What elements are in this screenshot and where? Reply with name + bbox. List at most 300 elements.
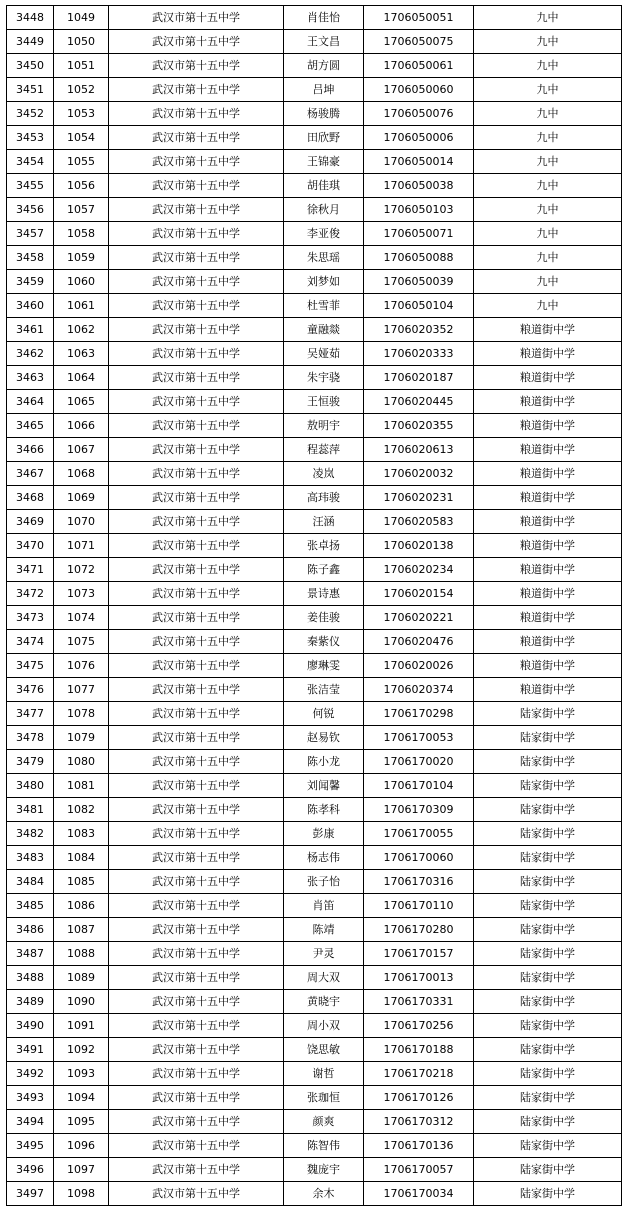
table-row [7, 966, 622, 990]
row-exam-id: 1706170020 [364, 750, 474, 774]
row-school: 武汉市第十五中学 [109, 774, 284, 798]
row-code: 1094 [54, 1086, 109, 1110]
table-row [7, 1158, 622, 1182]
row-school: 武汉市第十五中学 [109, 1062, 284, 1086]
row-student-name: 陈孝科 [284, 798, 364, 822]
table-row [7, 366, 622, 390]
row-exam-id: 1706050061 [364, 54, 474, 78]
table-row [7, 990, 622, 1014]
row-assigned-school: 粮道街中学 [474, 438, 622, 462]
row-assigned-school: 粮道街中学 [474, 654, 622, 678]
row-exam-id: 1706170218 [364, 1062, 474, 1086]
row-exam-id: 1706020221 [364, 606, 474, 630]
row-code: 1049 [54, 6, 109, 30]
row-code: 1087 [54, 918, 109, 942]
row-code: 1067 [54, 438, 109, 462]
row-student-name: 凌岚 [284, 462, 364, 486]
row-index: 3462 [7, 342, 54, 366]
row-school: 武汉市第十五中学 [109, 294, 284, 318]
row-index: 3472 [7, 582, 54, 606]
row-student-name: 吴娅茹 [284, 342, 364, 366]
row-index: 3481 [7, 798, 54, 822]
row-student-name: 朱思瑶 [284, 246, 364, 270]
row-student-name: 尹灵 [284, 942, 364, 966]
row-assigned-school: 粮道街中学 [474, 414, 622, 438]
row-assigned-school: 陆家街中学 [474, 942, 622, 966]
row-school: 武汉市第十五中学 [109, 846, 284, 870]
row-code: 1072 [54, 558, 109, 582]
row-index: 3480 [7, 774, 54, 798]
row-code: 1050 [54, 30, 109, 54]
row-assigned-school: 九中 [474, 150, 622, 174]
row-index: 3486 [7, 918, 54, 942]
row-student-name: 敖明宇 [284, 414, 364, 438]
row-assigned-school: 粮道街中学 [474, 678, 622, 702]
row-student-name: 颜爽 [284, 1110, 364, 1134]
row-code: 1074 [54, 606, 109, 630]
row-code: 1089 [54, 966, 109, 990]
row-code: 1069 [54, 486, 109, 510]
row-school: 武汉市第十五中学 [109, 1014, 284, 1038]
row-index: 3478 [7, 726, 54, 750]
row-student-name: 汪涵 [284, 510, 364, 534]
row-index: 3452 [7, 102, 54, 126]
row-student-name: 肖佳怡 [284, 6, 364, 30]
row-student-name: 程蕊萍 [284, 438, 364, 462]
table-row [7, 678, 622, 702]
row-code: 1076 [54, 654, 109, 678]
row-student-name: 景诗惠 [284, 582, 364, 606]
row-school: 武汉市第十五中学 [109, 438, 284, 462]
table-row [7, 54, 622, 78]
row-school: 武汉市第十五中学 [109, 630, 284, 654]
row-assigned-school: 九中 [474, 198, 622, 222]
row-school: 武汉市第十五中学 [109, 1134, 284, 1158]
row-assigned-school: 粮道街中学 [474, 486, 622, 510]
row-assigned-school: 陆家街中学 [474, 750, 622, 774]
row-assigned-school: 粮道街中学 [474, 462, 622, 486]
table-row [7, 606, 622, 630]
row-assigned-school: 陆家街中学 [474, 894, 622, 918]
row-exam-id: 1706020445 [364, 390, 474, 414]
row-exam-id: 1706050039 [364, 270, 474, 294]
row-index: 3450 [7, 54, 54, 78]
row-student-name: 周小双 [284, 1014, 364, 1038]
row-index: 3489 [7, 990, 54, 1014]
row-assigned-school: 陆家街中学 [474, 1086, 622, 1110]
row-school: 武汉市第十五中学 [109, 462, 284, 486]
row-school: 武汉市第十五中学 [109, 1158, 284, 1182]
row-assigned-school: 粮道街中学 [474, 534, 622, 558]
row-code: 1091 [54, 1014, 109, 1038]
row-index: 3494 [7, 1110, 54, 1134]
row-student-name: 刘闻馨 [284, 774, 364, 798]
row-student-name: 张洁莹 [284, 678, 364, 702]
row-index: 3454 [7, 150, 54, 174]
row-code: 1088 [54, 942, 109, 966]
table-row [7, 582, 622, 606]
row-school: 武汉市第十五中学 [109, 246, 284, 270]
row-exam-id: 1706050006 [364, 126, 474, 150]
table-row [7, 774, 622, 798]
row-code: 1080 [54, 750, 109, 774]
row-assigned-school: 陆家街中学 [474, 798, 622, 822]
row-school: 武汉市第十五中学 [109, 1038, 284, 1062]
row-school: 武汉市第十五中学 [109, 78, 284, 102]
row-student-name: 黄晓宇 [284, 990, 364, 1014]
table-row [7, 534, 622, 558]
row-school: 武汉市第十五中学 [109, 342, 284, 366]
table-row [7, 270, 622, 294]
row-index: 3487 [7, 942, 54, 966]
row-exam-id: 1706170060 [364, 846, 474, 870]
row-exam-id: 1706170256 [364, 1014, 474, 1038]
row-student-name: 饶思敏 [284, 1038, 364, 1062]
row-school: 武汉市第十五中学 [109, 270, 284, 294]
row-index: 3465 [7, 414, 54, 438]
table-row [7, 414, 622, 438]
row-assigned-school: 陆家街中学 [474, 966, 622, 990]
row-index: 3455 [7, 174, 54, 198]
row-index: 3456 [7, 198, 54, 222]
row-code: 1083 [54, 822, 109, 846]
row-index: 3495 [7, 1134, 54, 1158]
table-row [7, 1062, 622, 1086]
row-assigned-school: 粮道街中学 [474, 366, 622, 390]
row-exam-id: 1706170110 [364, 894, 474, 918]
row-student-name: 余木 [284, 1182, 364, 1206]
row-index: 3469 [7, 510, 54, 534]
row-index: 3476 [7, 678, 54, 702]
row-exam-id: 1706050104 [364, 294, 474, 318]
row-school: 武汉市第十五中学 [109, 966, 284, 990]
row-index: 3451 [7, 78, 54, 102]
row-assigned-school: 九中 [474, 246, 622, 270]
row-exam-id: 1706050051 [364, 6, 474, 30]
row-code: 1077 [54, 678, 109, 702]
row-student-name: 王锦豪 [284, 150, 364, 174]
row-school: 武汉市第十五中学 [109, 678, 284, 702]
row-code: 1053 [54, 102, 109, 126]
row-index: 3470 [7, 534, 54, 558]
table-row [7, 462, 622, 486]
row-student-name: 陈小龙 [284, 750, 364, 774]
row-school: 武汉市第十五中学 [109, 702, 284, 726]
row-code: 1057 [54, 198, 109, 222]
row-code: 1073 [54, 582, 109, 606]
row-code: 1051 [54, 54, 109, 78]
row-exam-id: 1706170280 [364, 918, 474, 942]
row-school: 武汉市第十五中学 [109, 1110, 284, 1134]
row-school: 武汉市第十五中学 [109, 654, 284, 678]
row-student-name: 周大双 [284, 966, 364, 990]
row-school: 武汉市第十五中学 [109, 222, 284, 246]
row-assigned-school: 九中 [474, 6, 622, 30]
row-exam-id: 1706170013 [364, 966, 474, 990]
row-code: 1063 [54, 342, 109, 366]
row-index: 3479 [7, 750, 54, 774]
row-assigned-school: 陆家街中学 [474, 702, 622, 726]
row-code: 1052 [54, 78, 109, 102]
row-exam-id: 1706050103 [364, 198, 474, 222]
row-exam-id: 1706020026 [364, 654, 474, 678]
row-exam-id: 1706020234 [364, 558, 474, 582]
row-index: 3467 [7, 462, 54, 486]
row-school: 武汉市第十五中学 [109, 318, 284, 342]
table-row [7, 726, 622, 750]
table-row [7, 1038, 622, 1062]
row-code: 1096 [54, 1134, 109, 1158]
row-assigned-school: 陆家街中学 [474, 726, 622, 750]
row-school: 武汉市第十五中学 [109, 582, 284, 606]
row-assigned-school: 九中 [474, 174, 622, 198]
row-index: 3482 [7, 822, 54, 846]
row-index: 3458 [7, 246, 54, 270]
row-exam-id: 1706050060 [364, 78, 474, 102]
table-row [7, 30, 622, 54]
table-row [7, 558, 622, 582]
row-exam-id: 1706050088 [364, 246, 474, 270]
row-code: 1093 [54, 1062, 109, 1086]
row-assigned-school: 粮道街中学 [474, 342, 622, 366]
row-student-name: 姜佳骏 [284, 606, 364, 630]
row-code: 1078 [54, 702, 109, 726]
table-row [7, 1110, 622, 1134]
table-row [7, 222, 622, 246]
row-assigned-school: 陆家街中学 [474, 870, 622, 894]
row-code: 1059 [54, 246, 109, 270]
table-row [7, 318, 622, 342]
table-row [7, 1014, 622, 1038]
table-row [7, 6, 622, 30]
row-index: 3461 [7, 318, 54, 342]
row-code: 1062 [54, 318, 109, 342]
row-exam-id: 1706170188 [364, 1038, 474, 1062]
row-exam-id: 1706020374 [364, 678, 474, 702]
row-assigned-school: 陆家街中学 [474, 1014, 622, 1038]
row-assigned-school: 九中 [474, 126, 622, 150]
row-code: 1060 [54, 270, 109, 294]
row-code: 1065 [54, 390, 109, 414]
row-exam-id: 1706170053 [364, 726, 474, 750]
table-row [7, 1134, 622, 1158]
row-index: 3477 [7, 702, 54, 726]
row-index: 3449 [7, 30, 54, 54]
row-student-name: 彭康 [284, 822, 364, 846]
row-school: 武汉市第十五中学 [109, 510, 284, 534]
row-school: 武汉市第十五中学 [109, 870, 284, 894]
table-row [7, 846, 622, 870]
row-student-name: 田欣野 [284, 126, 364, 150]
row-student-name: 童融燚 [284, 318, 364, 342]
row-index: 3464 [7, 390, 54, 414]
row-exam-id: 1706020476 [364, 630, 474, 654]
row-code: 1079 [54, 726, 109, 750]
row-exam-id: 1706170157 [364, 942, 474, 966]
table-row [7, 822, 622, 846]
row-code: 1070 [54, 510, 109, 534]
table-row [7, 942, 622, 966]
row-index: 3488 [7, 966, 54, 990]
row-index: 3463 [7, 366, 54, 390]
table-row [7, 78, 622, 102]
row-index: 3497 [7, 1182, 54, 1206]
row-index: 3493 [7, 1086, 54, 1110]
row-student-name: 刘梦如 [284, 270, 364, 294]
row-student-name: 张珈恒 [284, 1086, 364, 1110]
row-index: 3474 [7, 630, 54, 654]
row-school: 武汉市第十五中学 [109, 54, 284, 78]
row-exam-id: 1706050038 [364, 174, 474, 198]
row-exam-id: 1706170136 [364, 1134, 474, 1158]
row-assigned-school: 九中 [474, 78, 622, 102]
row-exam-id: 1706170316 [364, 870, 474, 894]
row-student-name: 杜雪菲 [284, 294, 364, 318]
row-code: 1075 [54, 630, 109, 654]
row-exam-id: 1706020138 [364, 534, 474, 558]
roster-table-body [7, 6, 622, 1206]
row-index: 3473 [7, 606, 54, 630]
row-exam-id: 1706020231 [364, 486, 474, 510]
row-index: 3459 [7, 270, 54, 294]
row-school: 武汉市第十五中学 [109, 30, 284, 54]
row-assigned-school: 陆家街中学 [474, 918, 622, 942]
row-student-name: 张卓扬 [284, 534, 364, 558]
row-student-name: 王文昌 [284, 30, 364, 54]
row-assigned-school: 粮道街中学 [474, 630, 622, 654]
row-school: 武汉市第十五中学 [109, 894, 284, 918]
row-school: 武汉市第十五中学 [109, 942, 284, 966]
row-student-name: 谢哲 [284, 1062, 364, 1086]
row-index: 3496 [7, 1158, 54, 1182]
row-assigned-school: 九中 [474, 294, 622, 318]
row-student-name: 肖笛 [284, 894, 364, 918]
row-index: 3453 [7, 126, 54, 150]
row-school: 武汉市第十五中学 [109, 1182, 284, 1206]
table-row [7, 918, 622, 942]
row-exam-id: 1706170298 [364, 702, 474, 726]
row-exam-id: 1706170331 [364, 990, 474, 1014]
row-school: 武汉市第十五中学 [109, 558, 284, 582]
table-row [7, 198, 622, 222]
row-code: 1095 [54, 1110, 109, 1134]
row-assigned-school: 粮道街中学 [474, 582, 622, 606]
table-row [7, 246, 622, 270]
row-index: 3471 [7, 558, 54, 582]
row-index: 3475 [7, 654, 54, 678]
row-exam-id: 1706050014 [364, 150, 474, 174]
row-exam-id: 1706020613 [364, 438, 474, 462]
row-code: 1071 [54, 534, 109, 558]
row-student-name: 陈靖 [284, 918, 364, 942]
row-assigned-school: 九中 [474, 270, 622, 294]
row-exam-id: 1706170057 [364, 1158, 474, 1182]
row-school: 武汉市第十五中学 [109, 798, 284, 822]
table-row [7, 702, 622, 726]
table-row [7, 126, 622, 150]
row-code: 1082 [54, 798, 109, 822]
table-row [7, 894, 622, 918]
table-row [7, 630, 622, 654]
row-code: 1056 [54, 174, 109, 198]
row-exam-id: 1706170055 [364, 822, 474, 846]
row-code: 1097 [54, 1158, 109, 1182]
row-index: 3490 [7, 1014, 54, 1038]
row-code: 1085 [54, 870, 109, 894]
table-row [7, 654, 622, 678]
row-exam-id: 1706020583 [364, 510, 474, 534]
row-school: 武汉市第十五中学 [109, 918, 284, 942]
row-exam-id: 1706050076 [364, 102, 474, 126]
row-code: 1054 [54, 126, 109, 150]
row-exam-id: 1706020032 [364, 462, 474, 486]
row-assigned-school: 陆家街中学 [474, 846, 622, 870]
row-index: 3484 [7, 870, 54, 894]
row-exam-id: 1706050075 [364, 30, 474, 54]
row-student-name: 杨志伟 [284, 846, 364, 870]
row-code: 1064 [54, 366, 109, 390]
row-exam-id: 1706170126 [364, 1086, 474, 1110]
row-school: 武汉市第十五中学 [109, 990, 284, 1014]
table-row [7, 342, 622, 366]
table-row [7, 1086, 622, 1110]
row-code: 1086 [54, 894, 109, 918]
row-assigned-school: 粮道街中学 [474, 606, 622, 630]
row-code: 1081 [54, 774, 109, 798]
row-assigned-school: 陆家街中学 [474, 774, 622, 798]
row-exam-id: 1706050071 [364, 222, 474, 246]
row-exam-id: 1706170312 [364, 1110, 474, 1134]
table-row [7, 750, 622, 774]
row-student-name: 张子怡 [284, 870, 364, 894]
row-school: 武汉市第十五中学 [109, 822, 284, 846]
row-assigned-school: 粮道街中学 [474, 318, 622, 342]
row-exam-id: 1706170104 [364, 774, 474, 798]
row-assigned-school: 陆家街中学 [474, 990, 622, 1014]
row-index: 3460 [7, 294, 54, 318]
row-student-name: 吕坤 [284, 78, 364, 102]
table-row [7, 390, 622, 414]
table-row [7, 438, 622, 462]
table-row [7, 294, 622, 318]
row-student-name: 赵易钦 [284, 726, 364, 750]
row-student-name: 王恒骏 [284, 390, 364, 414]
row-assigned-school: 陆家街中学 [474, 1134, 622, 1158]
row-index: 3457 [7, 222, 54, 246]
row-index: 3491 [7, 1038, 54, 1062]
row-exam-id: 1706020333 [364, 342, 474, 366]
row-school: 武汉市第十五中学 [109, 606, 284, 630]
row-school: 武汉市第十五中学 [109, 534, 284, 558]
row-assigned-school: 陆家街中学 [474, 1110, 622, 1134]
row-exam-id: 1706020355 [364, 414, 474, 438]
table-row [7, 150, 622, 174]
row-school: 武汉市第十五中学 [109, 726, 284, 750]
row-index: 3448 [7, 6, 54, 30]
row-student-name: 李亚俊 [284, 222, 364, 246]
row-school: 武汉市第十五中学 [109, 102, 284, 126]
row-student-name: 魏庞宇 [284, 1158, 364, 1182]
row-assigned-school: 九中 [474, 30, 622, 54]
row-student-name: 陈子鑫 [284, 558, 364, 582]
row-school: 武汉市第十五中学 [109, 390, 284, 414]
row-student-name: 朱宇骁 [284, 366, 364, 390]
row-code: 1061 [54, 294, 109, 318]
table-row [7, 870, 622, 894]
row-school: 武汉市第十五中学 [109, 198, 284, 222]
row-assigned-school: 九中 [474, 222, 622, 246]
row-assigned-school: 陆家街中学 [474, 1038, 622, 1062]
